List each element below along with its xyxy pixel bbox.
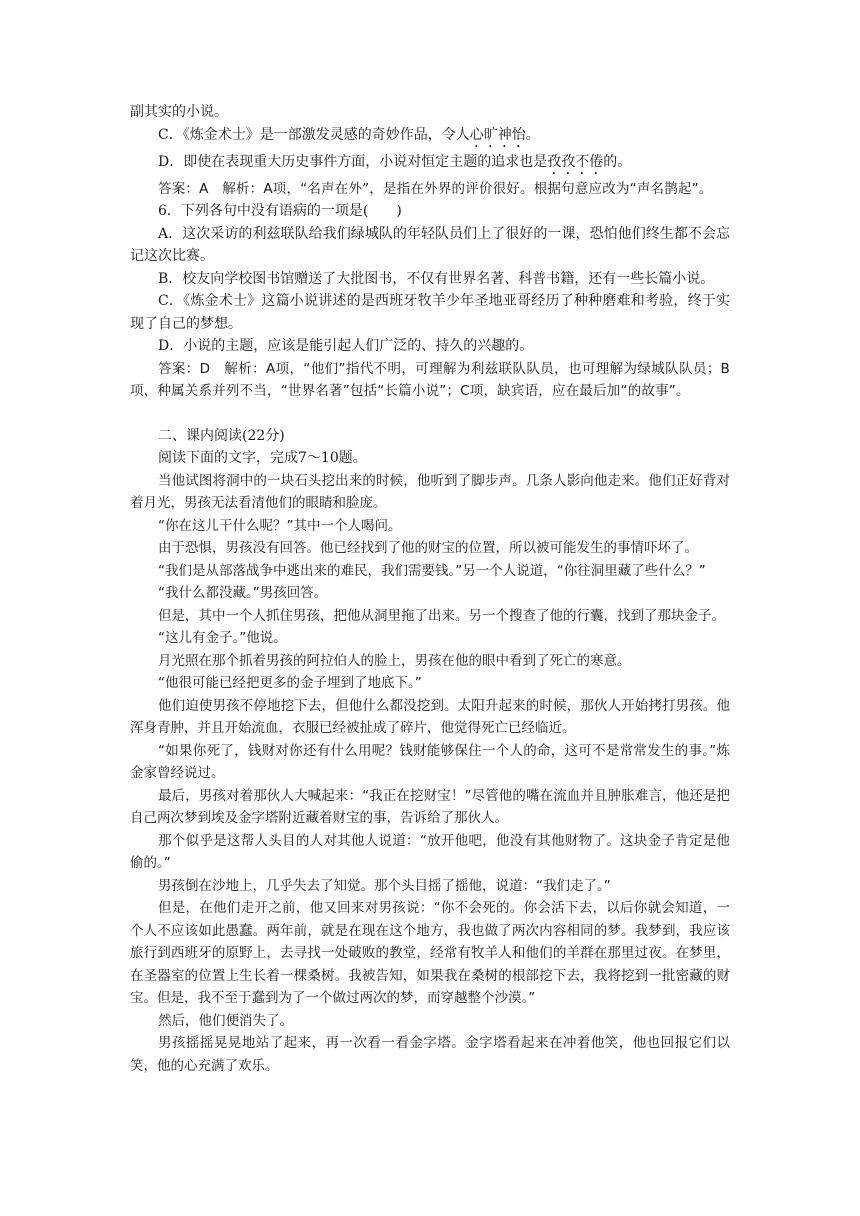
q6-answer: 答案：D 解析：A项，“他们”指代不明，可理解为利兹联队队员，也可理解为绿城队队员；B项，种属关系并列不当，“世界名著”包括“长篇小说”；C项，缺宾语，应在最后加“的故事”。 (130, 360, 730, 399)
q5-answer: 答案：A 解析：A项，“名声在外”，是指在外界的评价很好。根据句意应改为“声名鹊起”。 (158, 180, 713, 197)
q6-stem: 6．下列各句中没有语病的一项是( ) (158, 203, 402, 219)
passage-paragraph: 月光照在那个抓着男孩的阿拉伯人的脸上，男孩在他的眼中看到了死亡的寒意。 (158, 652, 631, 669)
passage-paragraph: “如果你死了，钱财对你还有什么用呢？钱财能够保住一个人的命，这可不是常常发生的事。”炼金家曾经说过。 (130, 742, 730, 781)
passage-paragraph: 男孩倒在沙地上，几乎失去了知觉。那个头目摇了摇他，说道：“我们走了。” (158, 877, 611, 894)
dotted-phrase: 心旷神怡 (469, 126, 526, 143)
passage-paragraph: “我们是从部落战争中逃出来的难民，我们需要钱。”另一个人说道，“你往洞里藏了些什么？” (158, 562, 706, 579)
passage-paragraph: 最后，男孩对着那伙人大喊起来：“我正在挖财宝！”尽管他的嘴在流血并且肿胀难言，他还是把自己两次梦到埃及金字塔附近藏着财宝的事，告诉给了那伙人。 (130, 787, 730, 826)
q6-option-d: D．小说的主题，应该是能引起人们广泛的、持久的兴趣的。 (158, 338, 534, 354)
q5-continuation: 副其实的小说。 (130, 104, 228, 120)
passage-paragraph: “我什么都没藏。”男孩回答。 (158, 585, 328, 601)
section-heading: 二、课内阅读(22分) (158, 427, 285, 444)
passage-paragraph: “他很可能已经把更多的金子埋到了地底下。” (158, 675, 422, 691)
q5-option-c: C．《炼金术士》是一部激发灵感的奇妙作品，令人心旷神怡。 (158, 126, 540, 143)
passage-paragraph: 由于恐惧，男孩没有回答。他已经找到了他的财宝的位置，所以被可能发生的事情吓坏了。 (158, 540, 698, 556)
passage-paragraph: 男孩摇摇晃晃地站了起来，再一次看一看金字塔。金字塔看起来在冲着他笑，他也回报它们以笑，他的心充满了欢乐。 (130, 1035, 730, 1074)
reading-instruction: 阅读下面的文字，完成7～10题。 (158, 450, 367, 466)
q6-option-a: A．这次采访的利兹联队给我们绿城队的年轻队员们上了很好的一课，恐怕他们终生都不会忘记这次比赛。 (130, 225, 730, 264)
passage-paragraph: 但是，其中一个人抓住男孩，把他从洞里拖了出来。另一个搜查了他的行囊，找到了那块金子。 (158, 607, 725, 624)
passage-paragraph: 当他试图将洞中的一块石头挖出来的时候，他听到了脚步声。几条人影向他走来。他们正好背对着月光，男孩无法看清他们的眼睛和脸庞。 (130, 472, 730, 511)
passage-paragraph: 然后，他们便消失了。 (158, 1012, 293, 1029)
passage-paragraph: 但是，在他们走开之前，他又回来对男孩说：“你不会死的。你会活下去，以后你就会知道，一个人不应该如此愚蠢。两年前，就是在现在这个地方，我也做了两次内容相同的梦。我梦到，我应该旅行到西班牙的原野上，去寻找一处破败的教堂，经常有牧羊人和他们的羊群在那里过夜。在梦里，在圣器室的位置上生长着一棵桑树。我被告知，如果我在桑树的根部挖下去，我将挖到一批密藏的财宝。但是，我不至于蠢到为了一个做过两次的梦，而穿越整个沙漠。” (130, 900, 730, 1006)
passage-paragraph: “这儿有金子。”他说。 (158, 630, 287, 646)
passage-paragraph: 他们迫使男孩不停地挖下去，但他什么都没挖到。太阳升起来的时候，那伙人开始拷打男孩。他浑身青肿，并且开始流血，衣服已经被扯成了碎片，他觉得死亡已经临近。 (130, 697, 730, 736)
reading-passage (130, 470, 730, 1078)
passage-paragraph: 那个似乎是这帮人头目的人对其他人说道：“放开他吧，他没有其他财物了。这块金子肯定是他偷的。” (130, 832, 730, 871)
document-page (130, 101, 730, 1077)
passage-paragraph: “你在这儿干什么呢？”其中一个人喝问。 (158, 517, 402, 534)
q5-option-d: D．即使在表现重大历史事件方面，小说对恒定主题的追求也是孜孜不倦的。 (158, 153, 632, 170)
dotted-phrase: 孜孜不倦 (547, 153, 604, 170)
q6-option-c: C．《炼金术士》这篇小说讲述的是西班牙牧羊少年圣地亚哥经历了种种磨难和考验，终于实现了自己的梦想。 (130, 293, 730, 332)
q6-option-b: B．校友向学校图书馆赠送了大批图书，不仅有世界名著、科普书籍，还有一些长篇小说。 (158, 270, 715, 287)
